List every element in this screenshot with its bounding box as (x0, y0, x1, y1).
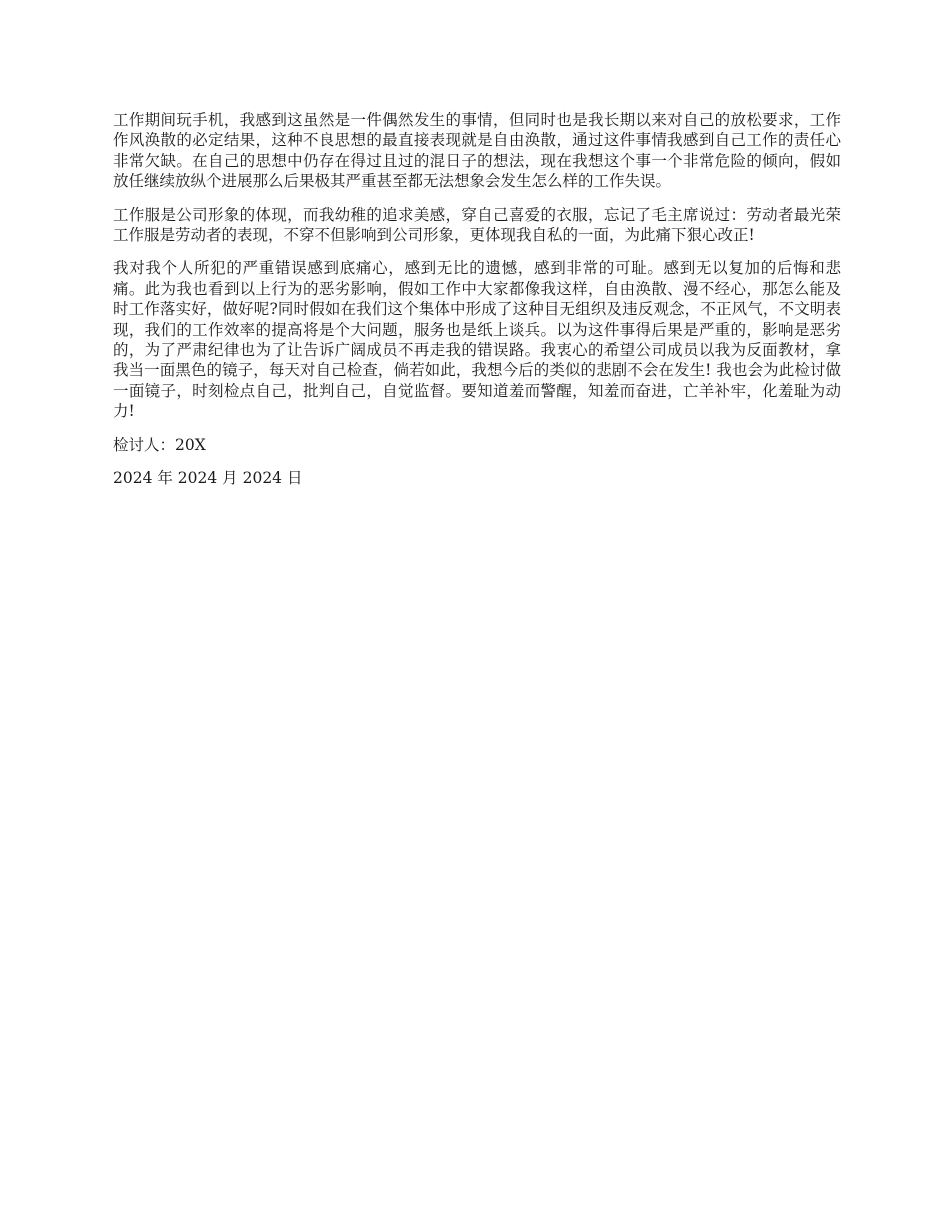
paragraph-reflection: 我对我个人所犯的严重错误感到底痛心，感到无比的遗憾，感到非常的可耻。感到无以复加的后悔和悲痛。此为我也看到以上行为的恶劣影响，假如工作中大家都像我这样，自由涣散、漫不经心，那怎么能及时工作落实好，做好呢?同时假如在我们这个集体中形成了这种目无组织及违反观念，不正风气，不文明表现，我们的工作效率的提高将是个大问题，服务也是纸上谈兵。以为这件事得后果是严重的，影响是恶劣的，为了严肃纪律也为了让告诉广阔成员不再走我的错误路。我衷心的希望公司成员以我为反面教材，拿我当一面黑色的镜子，每天对自己检查，倘若如此，我想今后的类似的悲剧不会在发生! 我也会为此检讨做一面镜子，时刻检点自己，批判自己，自觉监督。要知道羞而警醒，知羞而奋进，亡羊补牢，化羞耻为动力! (113, 259, 841, 421)
paragraph-phone-use: 工作期间玩手机，我感到这虽然是一件偶然发生的事情，但同时也是我长期以来对自己的放松要求，工作作风涣散的必定结果，这种不良思想的最直接表现就是自由涣散，通过这件事情我感到自己工作的责任心非常欠缺。在自己的思想中仍存在得过且过的混日子的想法，现在我想这个事一个非常危险的倾向，假如放任继续放纵个进展那么后果极其严重甚至都无法想象会发生怎么样的工作失误。 (113, 111, 841, 191)
document-page (113, 110, 841, 502)
signer-line: 检讨人：20X (113, 435, 206, 454)
paragraph-work-uniform: 工作服是公司形象的体现，而我幼稚的追求美感，穿自己喜爱的衣服，忘记了毛主席说过：劳动者最光荣 工作服是劳动者的表现，不穿不但影响到公司形象，更体现我自私的一面，为此痛下狠心改正! (113, 205, 841, 245)
date-line: 2024 年 2024 月 2024 日 (113, 469, 303, 488)
